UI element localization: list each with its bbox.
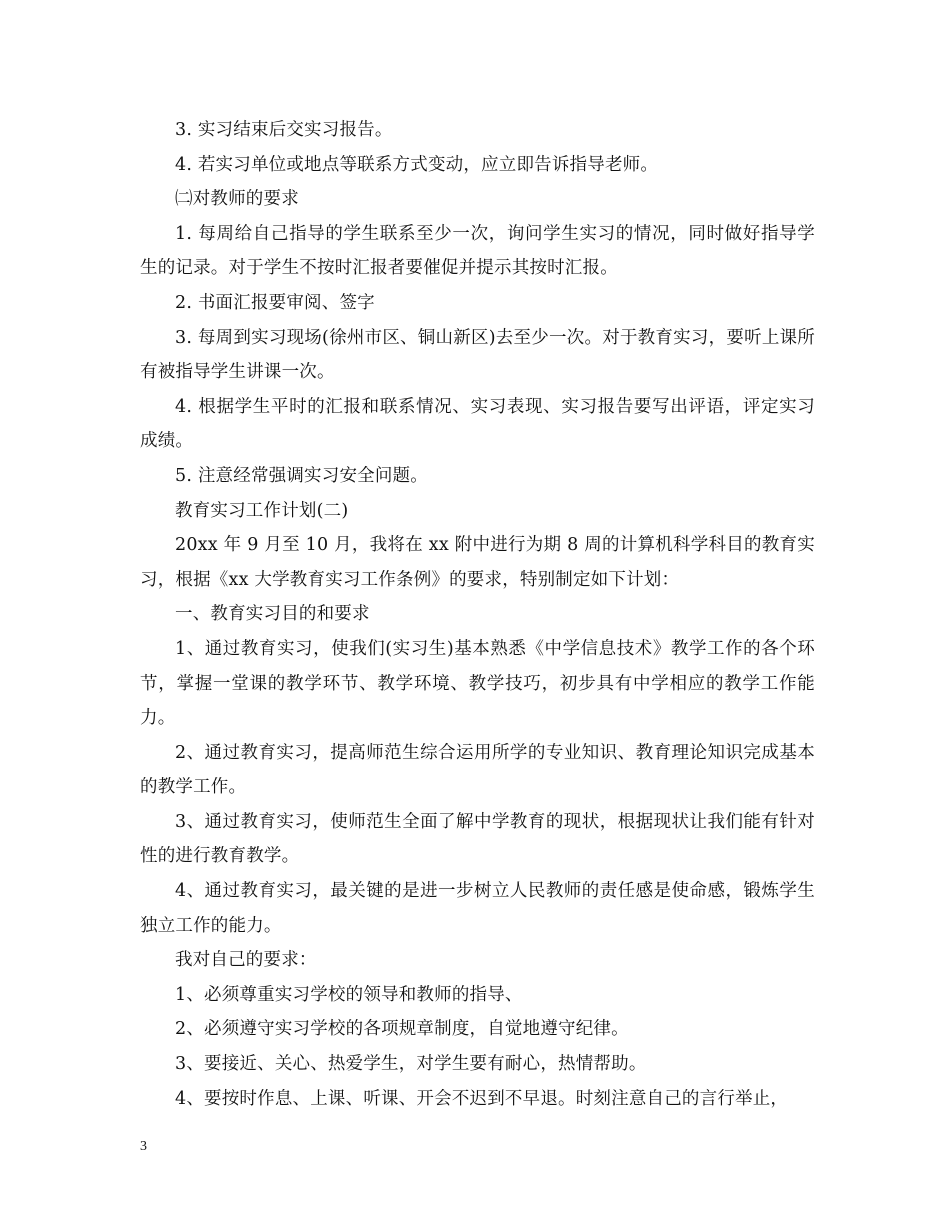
paragraph: 2、通过教育实习，提高师范生综合运用所学的专业知识、教育理论知识完成基本的教学工作。 [140, 742, 815, 798]
paragraph: 4. 根据学生平时的汇报和联系情况、实习表现、实习报告要写出评语，评定实习成绩。 [140, 396, 815, 452]
paragraph: 1、必须尊重实习学校的领导和教师的指导、 [175, 984, 523, 1005]
section-heading: 一、教育实习目的和要求 [175, 604, 370, 625]
paragraph: 1、通过教育实习，使我们(实习生)基本熟悉《中学信息技术》教学工作的各个环节，掌握一堂课的教学环节、教学环境、教学技巧，初步具有中学相应的教学工作能力。 [140, 638, 815, 729]
paragraph: 4. 若实习单位或地点等联系方式变动，应立即告诉指导老师。 [175, 154, 659, 175]
page-number: 3 [140, 1139, 147, 1154]
paragraph: 20xx 年 9 月至 10 月，我将在 xx 附中进行为期 8 周的计算机科学科目的教育实习，根据《xx 大学教育实习工作条例》的要求，特别制定如下计划： [140, 535, 815, 590]
paragraph: 3. 实习结束后交实习报告。 [175, 120, 393, 140]
paragraph: 1. 每周给自己指导的学生联系至少一次，询问学生实习的情况，同时做好指导学生的记录。对于学生不按时汇报者要催促并提示其按时汇报。 [140, 223, 815, 279]
paragraph: 3、要接近、关心、热爱学生，对学生要有耐心，热情帮助。 [175, 1054, 647, 1075]
paragraph: 5. 注意经常强调实习安全问题。 [175, 465, 428, 486]
section-heading: ㈡对教师的要求 [175, 189, 299, 210]
paragraph: 4、要按时作息、上课、听课、开会不迟到不早退。时刻注意自己的言行举止， [175, 1088, 789, 1109]
paragraph: 3、通过教育实习，使师范生全面了解中学教育的现状，根据现状让我们能有针对性的进行教育教学。 [140, 811, 815, 867]
paragraph: 2、必须遵守实习学校的各项规章制度，自觉地遵守纪律。 [175, 1019, 629, 1040]
paragraph: 2. 书面汇报要审阅、签字 [175, 292, 375, 313]
paragraph: 3. 每周到实习现场(徐州市区、铜山新区)去至少一次。对于教育实习，要听上课所有被指导学生讲课一次。 [140, 327, 815, 383]
paragraph: 我对自己的要求： [175, 950, 317, 971]
section-heading: 教育实习工作计划(二) [175, 500, 349, 521]
document-body [140, 113, 815, 1116]
paragraph: 4、通过教育实习，最关键的是进一步树立人民教师的责任感是使命感，锻炼学生独立工作的能力。 [140, 881, 815, 936]
